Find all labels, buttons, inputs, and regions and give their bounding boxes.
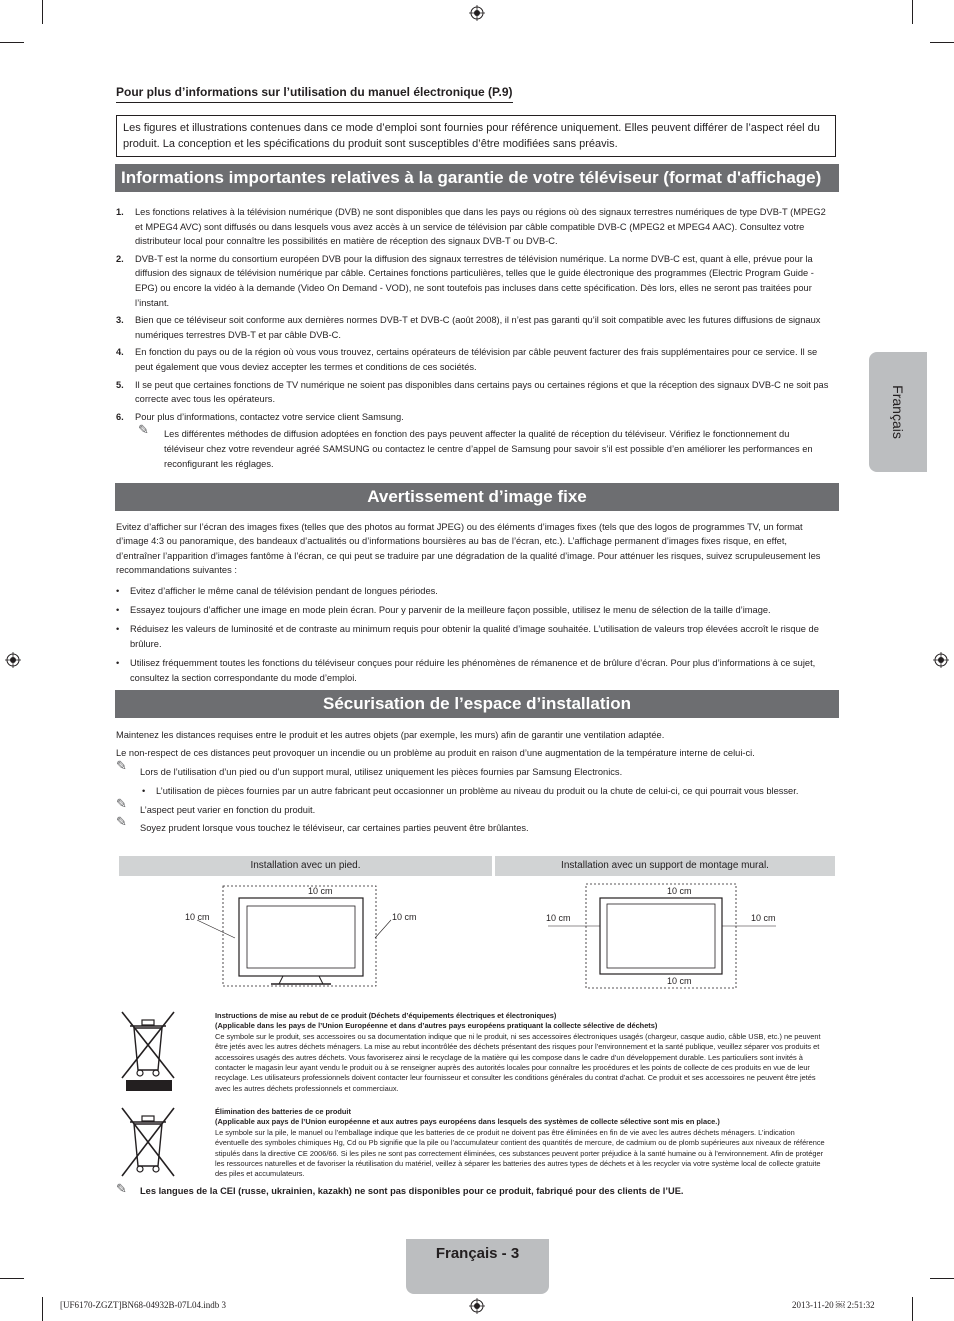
section-title-installation: Sécurisation de l’espace d’installation (115, 690, 839, 718)
note-pencil-icon: ✎ (116, 814, 127, 830)
col-header-wall: Installation avec un support de montage mural. (495, 856, 835, 876)
note-pencil-icon: ✎ (116, 757, 127, 773)
weee-product-disposal: Instructions de mise au rebut de ce produit (Déchets d’équipements électriques et électroniques) (Applicable dans les pays de l’Union Européenne et dans d’autres pays européens pratiquant la collecte sélective de déchets) Ce symbole sur le produit, ses accessoires ou sa documentation indique que ni le produit, ni ses accessoires électroniques usagés (chargeur, casque audio, câble USB, etc.) ne peuvent être jetés avec les autres déchets ménagers. La mise au rebut incontrôlée des déchets présentant des risques pour l’environnement et la santé publique, veuillez séparer vos produits et accessoires usagés des autres déchets. Vous favoriserez ainsi le recyclage de la matière qui les compose dans le cadre d’un développement durable. Les particuliers sont invités à contacter le magasin leur ayant vendu le produit ou à se renseigner auprès des autorités locales pour connaître les procédures et les points de collecte de ces produits en vue de leur recyclage. Les utilisateurs professionnels doivent contacter leur fournisseur et consulter les conditions générales du contrat d’achat. Ce produit et ses accessoires ne peuvent être jetés avec les autres déchets professionnels et commerciaux. (215, 1011, 821, 1093)
distance-label: 10 cm (392, 912, 417, 922)
crossed-bin-icon (120, 1010, 176, 1094)
note-pencil-icon: ✎ (116, 795, 127, 811)
distance-label: 10 cm (667, 886, 692, 896)
crop-mark (912, 1297, 913, 1321)
note-broadcast: ✎ Les différentes méthodes de diffusion adoptées en fonction des pays peuvent affecter la qualité de réception du téléviseur. Vérifiez le fonctionnement du téléviseur chez votre revendeur agréé SAMSUNG ou contactez le centre d’appel de Samsung pour savoir s’il est possible d’en améliorer les performances en reconfigurant les réglages. (138, 422, 813, 469)
installation-p2: Le non-respect de ces distances peut provoquer un incendie ou un problème au produit en raison d’une augmentation de la température interne de celui-ci. (116, 748, 755, 759)
wall-mount-installation-diagram (540, 882, 790, 992)
list-item: 2. DVB-T est la norme du consortium européen DVB pour la diffusion des signaux terrestres de télévision numérique. La norme DVB-C est, quant à elle, prévue pour la diffusion des signaux de télévision numérique par câble. Certaines fonctions particulières, telles que le guide électronique des programmes (Electric Program Guide - EPG) ou encore la vidéo à la demande (Video On Demand - VOD), ne sont toutefois pas incluses dans cette spécification. Dès lors, elles ne seront pas traitées pour l’instant. (116, 253, 814, 308)
distance-label: 10 cm (308, 886, 333, 896)
distance-label: 10 cm (751, 913, 776, 923)
note-parts: ✎ Lors de l’utilisation d’un pied ou d’un support mural, utilisez uniquement les pièces fournies par Samsung Electronics. (116, 757, 623, 777)
note-appearance: ✎ L’aspect peut varier en fonction du produit. (116, 795, 316, 815)
footer-timestamp: 2013-11-20 ￼ 2:51:32 (792, 1300, 875, 1310)
list-item: • L’utilisation de pièces fournies par un autre fabricant peut occasionner un problème au niveau du produit ou la chute de celui-ci, ce qui pourrait vous blesser. (142, 786, 799, 797)
page-number-tab: Français - 3 (406, 1239, 549, 1294)
registration-mark-icon (933, 652, 949, 668)
registration-mark-icon (469, 5, 485, 21)
crop-mark (42, 0, 43, 24)
list-item: 1. Les fonctions relatives à la télévision numérique (DVB) ne sont disponibles que dans les pays ou régions où des signaux terrestres numériques de type DVB-T (MPEG2 et MPEG4 AVC) sont diffusés ou dans lesquels vous avez accès à un service de télévision par câble compatible DVB-C (MPEG2 et MPEG4 AAC). Consultez votre distributeur local pour connaître les possibilités en matière de réception des signaux DVB-T ou DVB-C. (116, 207, 826, 247)
footer-file-info: [UF6170-ZGZT]BN68-04932B-07L04.indb 3 (60, 1300, 226, 1310)
crop-mark (0, 1278, 24, 1279)
manual-reference-link[interactable]: Pour plus d’informations sur l’utilisation du manuel électronique (P.9) (116, 85, 513, 103)
distance-label: 10 cm (546, 913, 571, 923)
list-item: 4. En fonction du pays ou de la région où vous vous trouvez, certains opérateurs de télévision par câble peuvent facturer des frais supplémentaires pour ce service. Il se peut également que vous deviez accepter les termes et conditions de ces sociétés. (116, 347, 818, 372)
installation-p1: Maintenez les distances requises entre le produit et les autres objets (par exemple, les murs) afin de garantir une ventilation adaptée. (116, 730, 665, 740)
col-header-stand: Installation avec un pied. (119, 856, 492, 876)
list-item: 3. Bien que ce téléviseur soit conforme aux dernières normes DVB-T et DVB-C (août 2008), il n’est pas garanti qu’il soit compatible avec les futures diffusions de signaux numériques terrestres DVB-T et par câble DVB-C. (116, 315, 821, 340)
stand-installation-diagram (175, 880, 435, 992)
disclaimer-box: Les figures et illustrations contenues dans ce mode d’emploi sont fournies pour référence uniquement. Elles peuvent différer de l’aspect réel du produit. La conception et les spécifications du produit sont susceptibles d’être modifiées sans préavis. (116, 115, 836, 157)
distance-label: 10 cm (667, 976, 692, 986)
note-pencil-icon: ✎ (116, 1181, 127, 1196)
note-pencil-icon: ✎ (138, 422, 149, 438)
warranty-list (116, 205, 830, 471)
crop-mark (930, 42, 954, 43)
list-item: • Essayez toujours d’afficher une image en mode plein écran. Pour y parvenir de la meilleure façon possible, utilisez le menu de sélection de la taille d’image. (116, 605, 771, 616)
section-title-still-image: Avertissement d’image fixe (115, 483, 839, 511)
list-item: • Evitez d’afficher le même canal de télévision pendant de longues périodes. (116, 585, 438, 596)
crossed-battery-bin-icon (120, 1106, 176, 1178)
section-title-warranty: Informations importantes relatives à la garantie de votre téléviseur (format d'affichage) (115, 164, 839, 192)
distance-label: 10 cm (185, 912, 210, 922)
crop-mark (42, 1297, 43, 1321)
list-item: 6. Pour plus d’informations, contactez votre service client Samsung. (116, 411, 404, 422)
still-image-section (116, 520, 830, 685)
language-side-tab: Français (869, 352, 927, 472)
installation-section (116, 728, 830, 835)
registration-mark-icon (469, 1298, 485, 1314)
weee-battery-disposal: Élimination des batteries de ce produit (Applicable aux pays de l’Union européenne et aux autres pays européens dans lesquels des systèmes de collecte sélective sont mis en place.) Le symbole sur la pile, le manuel ou l’emballage indique que les batteries de ce produit ne doivent pas être éliminées en fin de vie avec les autres déchets ménagers. L’indication éventuelle des symboles chimiques Hg, Cd ou Pb signifie que la pile ou l’accumulateur contient des quantités de mercure, de cadmium ou de plomb supérieures aux niveaux de référence stipulés dans la directive CE 2006/66. Si les piles ne sont pas correctement éliminées, ces substances peuvent porter préjudice à la santé humaine ou à l’environnement. Afin de protéger les ressources naturelles et de favoriser la réutilisation du matériel, veillez à séparer les batteries des autres types de déchets et à les recycler via votre système local de collecte gratuite des piles et accumulateurs. (215, 1107, 825, 1179)
crop-mark (0, 42, 24, 43)
crop-mark (930, 1278, 954, 1279)
registration-mark-icon (5, 652, 21, 668)
still-image-intro: Evitez d’afficher sur l’écran des images fixes (telles que des photos au format JPEG) ou des éléments d’images fixes (tels que des logos de programmes TV, un format d’image 4:3 ou panoramique, des bandeaux d’actualités ou d’informations boursières au bas de l’écran, etc.). L’affichage permanent d’images fixes risque, en effet, d’entraîner l’apparition d’images fantôme à l’écran, ce qui peut se traduire par une dégradation de la qualité d’image. Pour atténuer les risques, suivez scrupuleusement les recommandations suivantes : (116, 522, 821, 576)
list-item: • Réduisez les valeurs de luminosité et de contraste au minimum requis pour obtenir la qualité d’image souhaitée. L’utilisation de valeurs trop élevées accroît le risque de brûlure. (116, 624, 819, 649)
list-item: 5. Il se peut que certaines fonctions de TV numérique ne soient pas disponibles dans certains pays ou certaines régions et que la réception des signaux DVB-C ne soit pas correcte avec tous les opérateurs. (116, 379, 829, 405)
crop-mark (912, 0, 913, 24)
note-hot-parts: ✎ Soyez prudent lorsque vous touchez le téléviseur, car certaines parties peuvent être brûlantes. (116, 814, 529, 834)
list-item: • Utilisez fréquemment toutes les fonctions du téléviseur conçues pour réduire les phénomènes de rémanence et de brûlure d’écran. Pour plus d’informations à ce sujet, consultez la section correspondante du mode d’emploi. (116, 658, 816, 683)
language-availability-note: ✎ Les langues de la CEI (russe, ukrainien, kazakh) ne sont pas disponibles pour ce produit, fabriqué pour des clients de l’UE. (116, 1181, 684, 1196)
